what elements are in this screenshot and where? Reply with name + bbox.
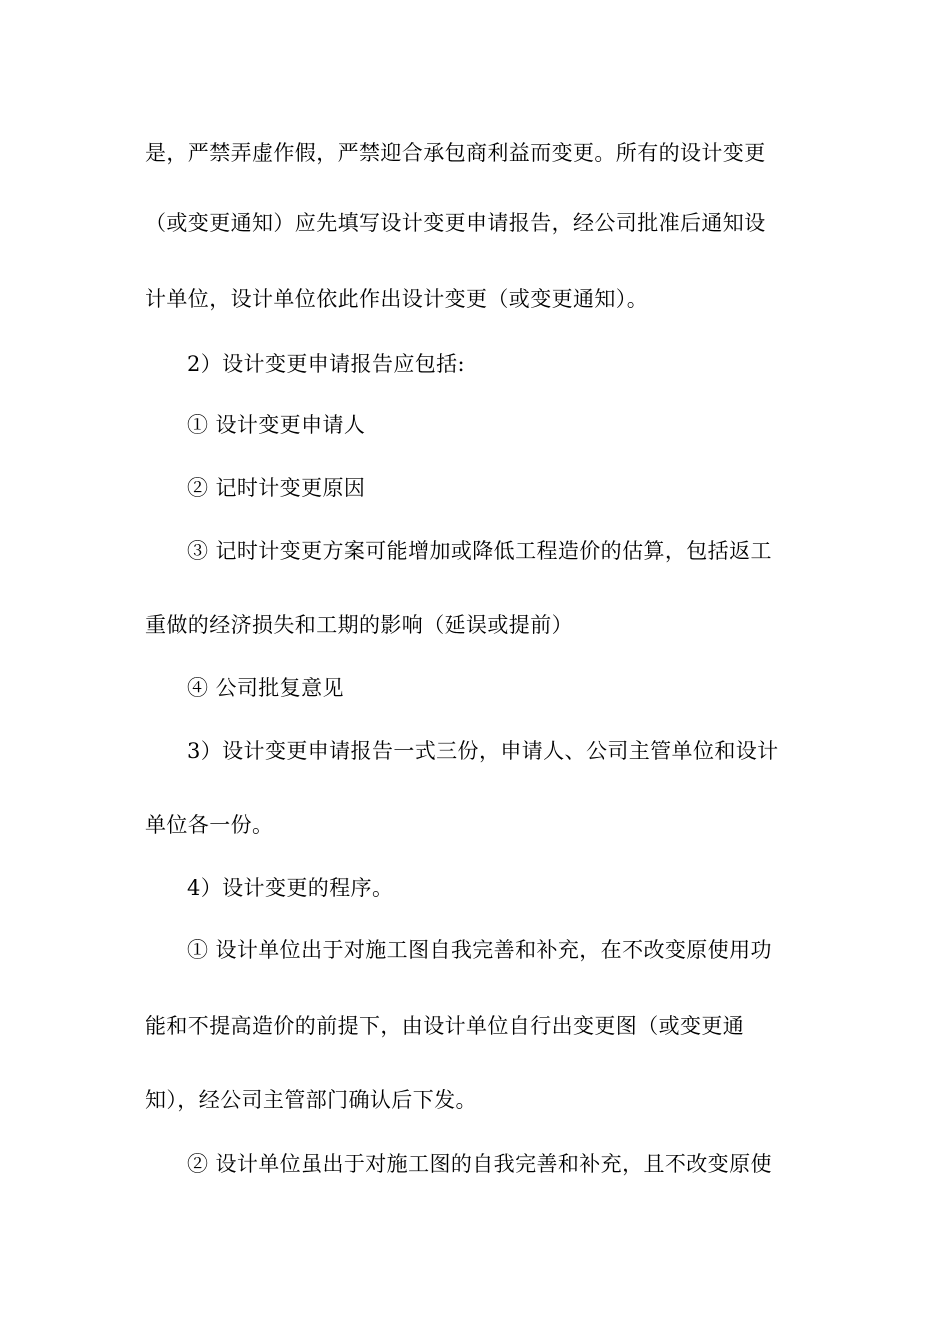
- text-line-1: 是，严禁弄虚作假，严禁迎合承包商利益而变更。所有的设计变更: [145, 141, 766, 165]
- text-line-15: 知），经公司主管部门确认后下发。: [145, 1088, 477, 1112]
- text-line-5: ① 设计变更申请人: [187, 413, 366, 437]
- text-line-3: 计单位，设计单位依此作出设计变更（或变更通知）。: [145, 287, 649, 311]
- text-line-12: 4）设计变更的程序。: [187, 876, 394, 900]
- text-line-9: ④ 公司批复意见: [187, 676, 344, 700]
- text-line-16: ② 设计单位虽出于对施工图的自我完善和补充，且不改变原使: [187, 1152, 772, 1176]
- text-line-11: 单位各一份。: [145, 813, 274, 837]
- text-line-8: 重做的经济损失和工期的影响（延误或提前）: [145, 613, 573, 637]
- text-line-14: 能和不提高造价的前提下，由设计单位自行出变更图（或变更通: [145, 1014, 745, 1038]
- text-line-2: （或变更通知）应先填写设计变更申请报告，经公司批准后通知设: [145, 211, 766, 235]
- text-line-6: ② 记时计变更原因: [187, 476, 366, 500]
- text-line-13: ① 设计单位出于对施工图自我完善和补充，在不改变原使用功: [187, 938, 772, 962]
- text-line-4: 2）设计变更申请报告应包括:: [187, 352, 466, 376]
- text-line-7: ③ 记时计变更方案可能增加或降低工程造价的估算，包括返工: [187, 539, 772, 563]
- text-line-10: 3）设计变更申请报告一式三份，申请人、公司主管单位和设计: [187, 739, 779, 763]
